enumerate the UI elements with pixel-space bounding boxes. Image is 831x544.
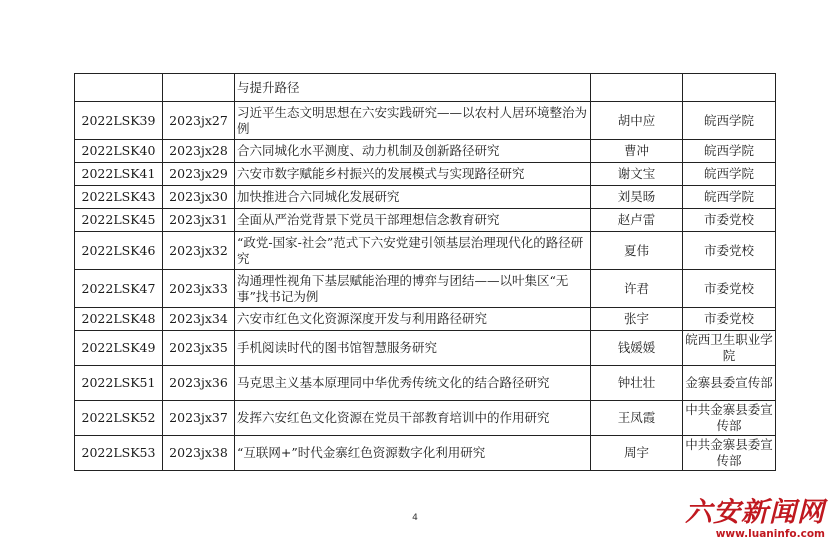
organization-cell: 中共金寨县委宣传部 [683, 436, 776, 471]
organization-cell: 金寨县委宣传部 [683, 366, 776, 401]
principal-cell: 胡中应 [591, 102, 683, 140]
table-row [75, 331, 776, 366]
project-title-cell: 习近平生态文明思想在六安实践研究——以农村人居环境整治为例 [235, 102, 591, 140]
project-title-cell: 六安市红色文化资源深度开发与利用路径研究 [235, 308, 591, 331]
project-code-cell: 2022LSK48 [75, 308, 163, 331]
project-code-cell: 2022LSK52 [75, 401, 163, 436]
table-row [75, 308, 776, 331]
principal-cell: 谢文宝 [591, 163, 683, 186]
project-code-cell: 2022LSK39 [75, 102, 163, 140]
project-title-cell: 全面从严治党背景下党员干部理想信念教育研究 [235, 209, 591, 232]
principal-cell: 王凤霞 [591, 401, 683, 436]
principal-cell: 刘昊旸 [591, 186, 683, 209]
table-row [75, 74, 776, 102]
organization-cell: 皖西学院 [683, 163, 776, 186]
organization-cell: 中共金寨县委宣传部 [683, 401, 776, 436]
principal-cell: 钟壮壮 [591, 366, 683, 401]
watermark-url: www.luaninfo.com [715, 528, 825, 540]
approval-number-cell: 2023jx36 [163, 366, 235, 401]
project-title-cell: “互联网+”时代金寨红色资源数字化利用研究 [235, 436, 591, 471]
approval-number-cell: 2023jx27 [163, 102, 235, 140]
principal-cell: 许君 [591, 270, 683, 308]
project-table [74, 73, 776, 471]
organization-cell: 市委党校 [683, 209, 776, 232]
organization-cell: 皖西学院 [683, 186, 776, 209]
watermark [685, 499, 825, 540]
table-row [75, 186, 776, 209]
principal-cell: 张宇 [591, 308, 683, 331]
organization-cell: 皖西学院 [683, 140, 776, 163]
project-title-cell: 合六同城化水平测度、动力机制及创新路径研究 [235, 140, 591, 163]
project-title-cell: 手机阅读时代的图书馆智慧服务研究 [235, 331, 591, 366]
table-row [75, 436, 776, 471]
organization-cell: 皖西卫生职业学院 [683, 331, 776, 366]
table-row [75, 140, 776, 163]
project-code-cell: 2022LSK40 [75, 140, 163, 163]
principal-cell: 夏伟 [591, 232, 683, 270]
project-code-cell: 2022LSK46 [75, 232, 163, 270]
principal-cell: 曹冲 [591, 140, 683, 163]
approval-number-cell: 2023jx34 [163, 308, 235, 331]
organization-cell: 市委党校 [683, 270, 776, 308]
table-row [75, 209, 776, 232]
project-code-cell [75, 74, 163, 102]
project-code-cell: 2022LSK41 [75, 163, 163, 186]
project-code-cell: 2022LSK51 [75, 366, 163, 401]
table-row [75, 232, 776, 270]
project-title-cell: 发挥六安红色文化资源在党员干部教育培训中的作用研究 [235, 401, 591, 436]
project-title-cell: “政党-国家-社会”范式下六安党建引领基层治理现代化的路径研究 [235, 232, 591, 270]
organization-cell: 市委党校 [683, 232, 776, 270]
project-table-body [75, 74, 776, 471]
approval-number-cell: 2023jx33 [163, 270, 235, 308]
approval-number-cell: 2023jx28 [163, 140, 235, 163]
table-row [75, 270, 776, 308]
approval-number-cell [163, 74, 235, 102]
principal-cell: 钱媛媛 [591, 331, 683, 366]
project-title-cell: 马克思主义基本原理同中华优秀传统文化的结合路径研究 [235, 366, 591, 401]
principal-cell: 赵卢雷 [591, 209, 683, 232]
table-row [75, 401, 776, 436]
project-code-cell: 2022LSK49 [75, 331, 163, 366]
principal-cell [591, 74, 683, 102]
approval-number-cell: 2023jx35 [163, 331, 235, 366]
approval-number-cell: 2023jx29 [163, 163, 235, 186]
approval-number-cell: 2023jx38 [163, 436, 235, 471]
project-code-cell: 2022LSK47 [75, 270, 163, 308]
organization-cell: 皖西学院 [683, 102, 776, 140]
approval-number-cell: 2023jx30 [163, 186, 235, 209]
project-code-cell: 2022LSK53 [75, 436, 163, 471]
organization-cell [683, 74, 776, 102]
page-number: 4 [412, 513, 418, 523]
table-row [75, 102, 776, 140]
principal-cell: 周宇 [591, 436, 683, 471]
table-row [75, 163, 776, 186]
project-title-cell: 沟通理性视角下基层赋能治理的博弈与团结——以叶集区“无事”找书记为例 [235, 270, 591, 308]
watermark-logo: 六安新闻网 [685, 497, 825, 528]
approval-number-cell: 2023jx31 [163, 209, 235, 232]
project-title-cell: 与提升路径 [235, 74, 591, 102]
table-row [75, 366, 776, 401]
project-title-cell: 六安市数字赋能乡村振兴的发展模式与实现路径研究 [235, 163, 591, 186]
organization-cell: 市委党校 [683, 308, 776, 331]
approval-number-cell: 2023jx32 [163, 232, 235, 270]
project-code-cell: 2022LSK45 [75, 209, 163, 232]
approval-number-cell: 2023jx37 [163, 401, 235, 436]
project-code-cell: 2022LSK43 [75, 186, 163, 209]
project-title-cell: 加快推进合六同城化发展研究 [235, 186, 591, 209]
